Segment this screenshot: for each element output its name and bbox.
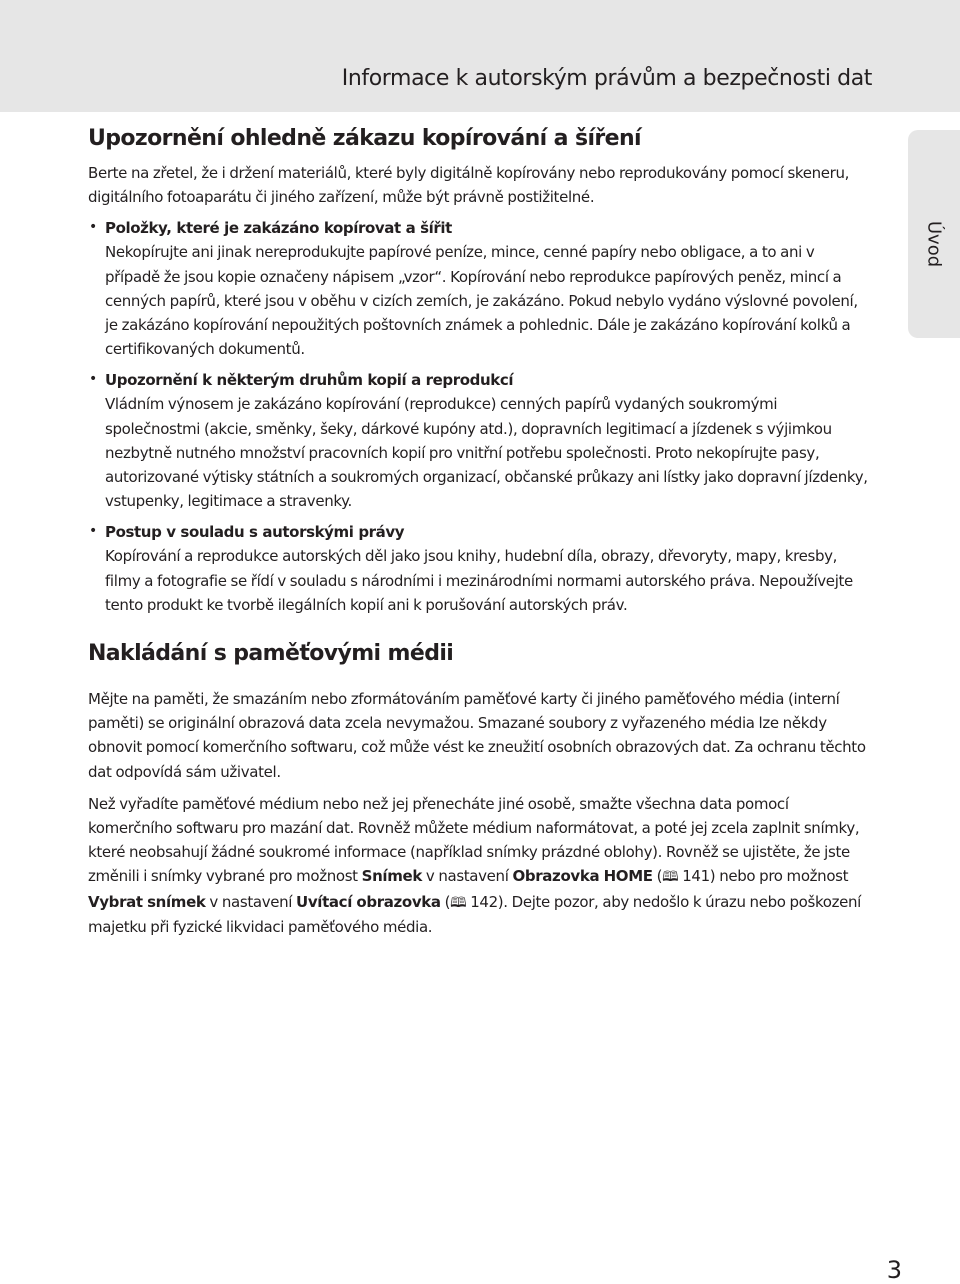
header-band bbox=[0, 0, 960, 112]
option-vybrat-snimek: Vybrat snímek bbox=[88, 892, 206, 911]
bullet-title: Položky, které je zakázáno kopírovat a šířit bbox=[105, 219, 452, 238]
setting-uvitaci-obrazovka: Uvítací obrazovka bbox=[296, 892, 441, 911]
bullet-title: Upozornění k některým druhům kopií a reprodukcí bbox=[105, 371, 514, 390]
section-heading-copying: Upozornění ohledně zákazu kopírování a šíření bbox=[88, 126, 641, 151]
bullet-title: Postup v souladu s autorskými právy bbox=[105, 523, 405, 542]
page-header-title: Informace k autorským právům a bezpečnosti dat bbox=[341, 66, 872, 91]
section-heading-media: Nakládání s paměťovými médii bbox=[88, 641, 454, 667]
bullet-item-prohibited bbox=[88, 216, 872, 361]
option-snimek: Snímek bbox=[361, 867, 422, 886]
bullet-item-copies-caution bbox=[88, 368, 872, 513]
chapter-tab-label: Úvod bbox=[923, 220, 945, 268]
main-content bbox=[88, 124, 872, 939]
bullet-item-copyright bbox=[88, 520, 872, 617]
bullet-text: Nekopírujte ani jinak nereprodukujte papírové peníze, mince, cenné papíry nebo obligace, a to ani v případě že jsou kopie označeny nápisem „vzor“. Kopírování nebo reprodukce papírových peněz, mincí a cenných papírů, které jsou v oběhu v cizích zemích, je zakázáno. Pokud nebylo vydáno výslovné povolení, je zakázáno kopírování nepoužitých poštovních známek a pohlednic. Dále je zakázáno kopírování kolků a certifikovaných dokumentů. bbox=[105, 243, 858, 359]
page-number: 3 bbox=[886, 1256, 902, 1284]
bullet-dot-icon: • bbox=[89, 523, 98, 540]
media-paragraph-1: Mějte na paměti, že smazáním nebo zformátováním paměťové karty či jiného paměťového média (interní paměti) se originální obrazová data zcela nevymažou. Smazané soubory z vyřazeného média lze někdy obnovit pomocí komerčního softwaru, což může vést ke zneužití osobních obrazových dat. Za ochranu těchto dat odpovídá sám uživatel. bbox=[88, 690, 866, 781]
book-reference-icon: 🕮 bbox=[662, 869, 679, 886]
chapter-tab bbox=[908, 130, 960, 338]
bullet-text: Vládním výnosem je zakázáno kopírování (reprodukce) cenných papírů vydaných soukromými společnostmi (akcie, směnky, šeky, dárkové kupóny atd.), dopravních legitimací a jízdenek s výjimkou nezbytně nutného množství pracovních kopií pro vnitřní potřebu společnosti. Proto nekopírujte pasy, autorizované výtisky státních a soukromých organizací, občanské průkazy ani lístky jako dopravní jízdenky, vstupenky, legitimace a stravenky. bbox=[105, 395, 868, 511]
page-reference: 142 bbox=[470, 892, 498, 911]
bullet-text: Kopírování a reprodukce autorských děl jako jsou knihy, hudební díla, obrazy, dřevoryty, mapy, kresby, filmy a fotografie se řídí v souladu s národními i mezinárodními normami autorského práva. Nepoužívejte tento produkt ke tvorbě ilegálních kopií ani k porušování autorských práv. bbox=[105, 547, 853, 614]
bullet-dot-icon: • bbox=[89, 371, 98, 388]
book-reference-icon: 🕮 bbox=[450, 894, 467, 911]
media-paragraph-2: Než vyřadíte paměťové médium nebo než jej přenecháte jiné osobě, smažte všechna data pomocí komerčního softwaru pro mazání dat. Rovněž můžete médium naformátovat, a poté jej zcela zaplnit snímky, které neobsahují žádné soukromé informace (například snímky prázdné oblohy). Rovněž se ujistěte, že jste změnili i snímky vybrané pro možnost Snímek v nastavení Obrazovka HOME (🕮 141) nebo pro možnost Vybrat snímek v nastavení Uvítací obrazovka (🕮 142). Dejte pozor, aby nedošlo k úrazu nebo poškození majetku při fyzické likvidaci paměťového média. bbox=[88, 794, 861, 936]
section-intro: Berte na zřetel, že i držení materiálů, které byly digitálně kopírovány nebo reprodukovány pomocí skeneru, digitálního fotoaparátu či jiného zařízení, může být právně postižitelné. bbox=[88, 164, 850, 207]
page-reference: 141 bbox=[682, 867, 710, 886]
setting-obrazovka-home: Obrazovka HOME bbox=[512, 867, 653, 886]
bullet-dot-icon: • bbox=[89, 219, 98, 236]
